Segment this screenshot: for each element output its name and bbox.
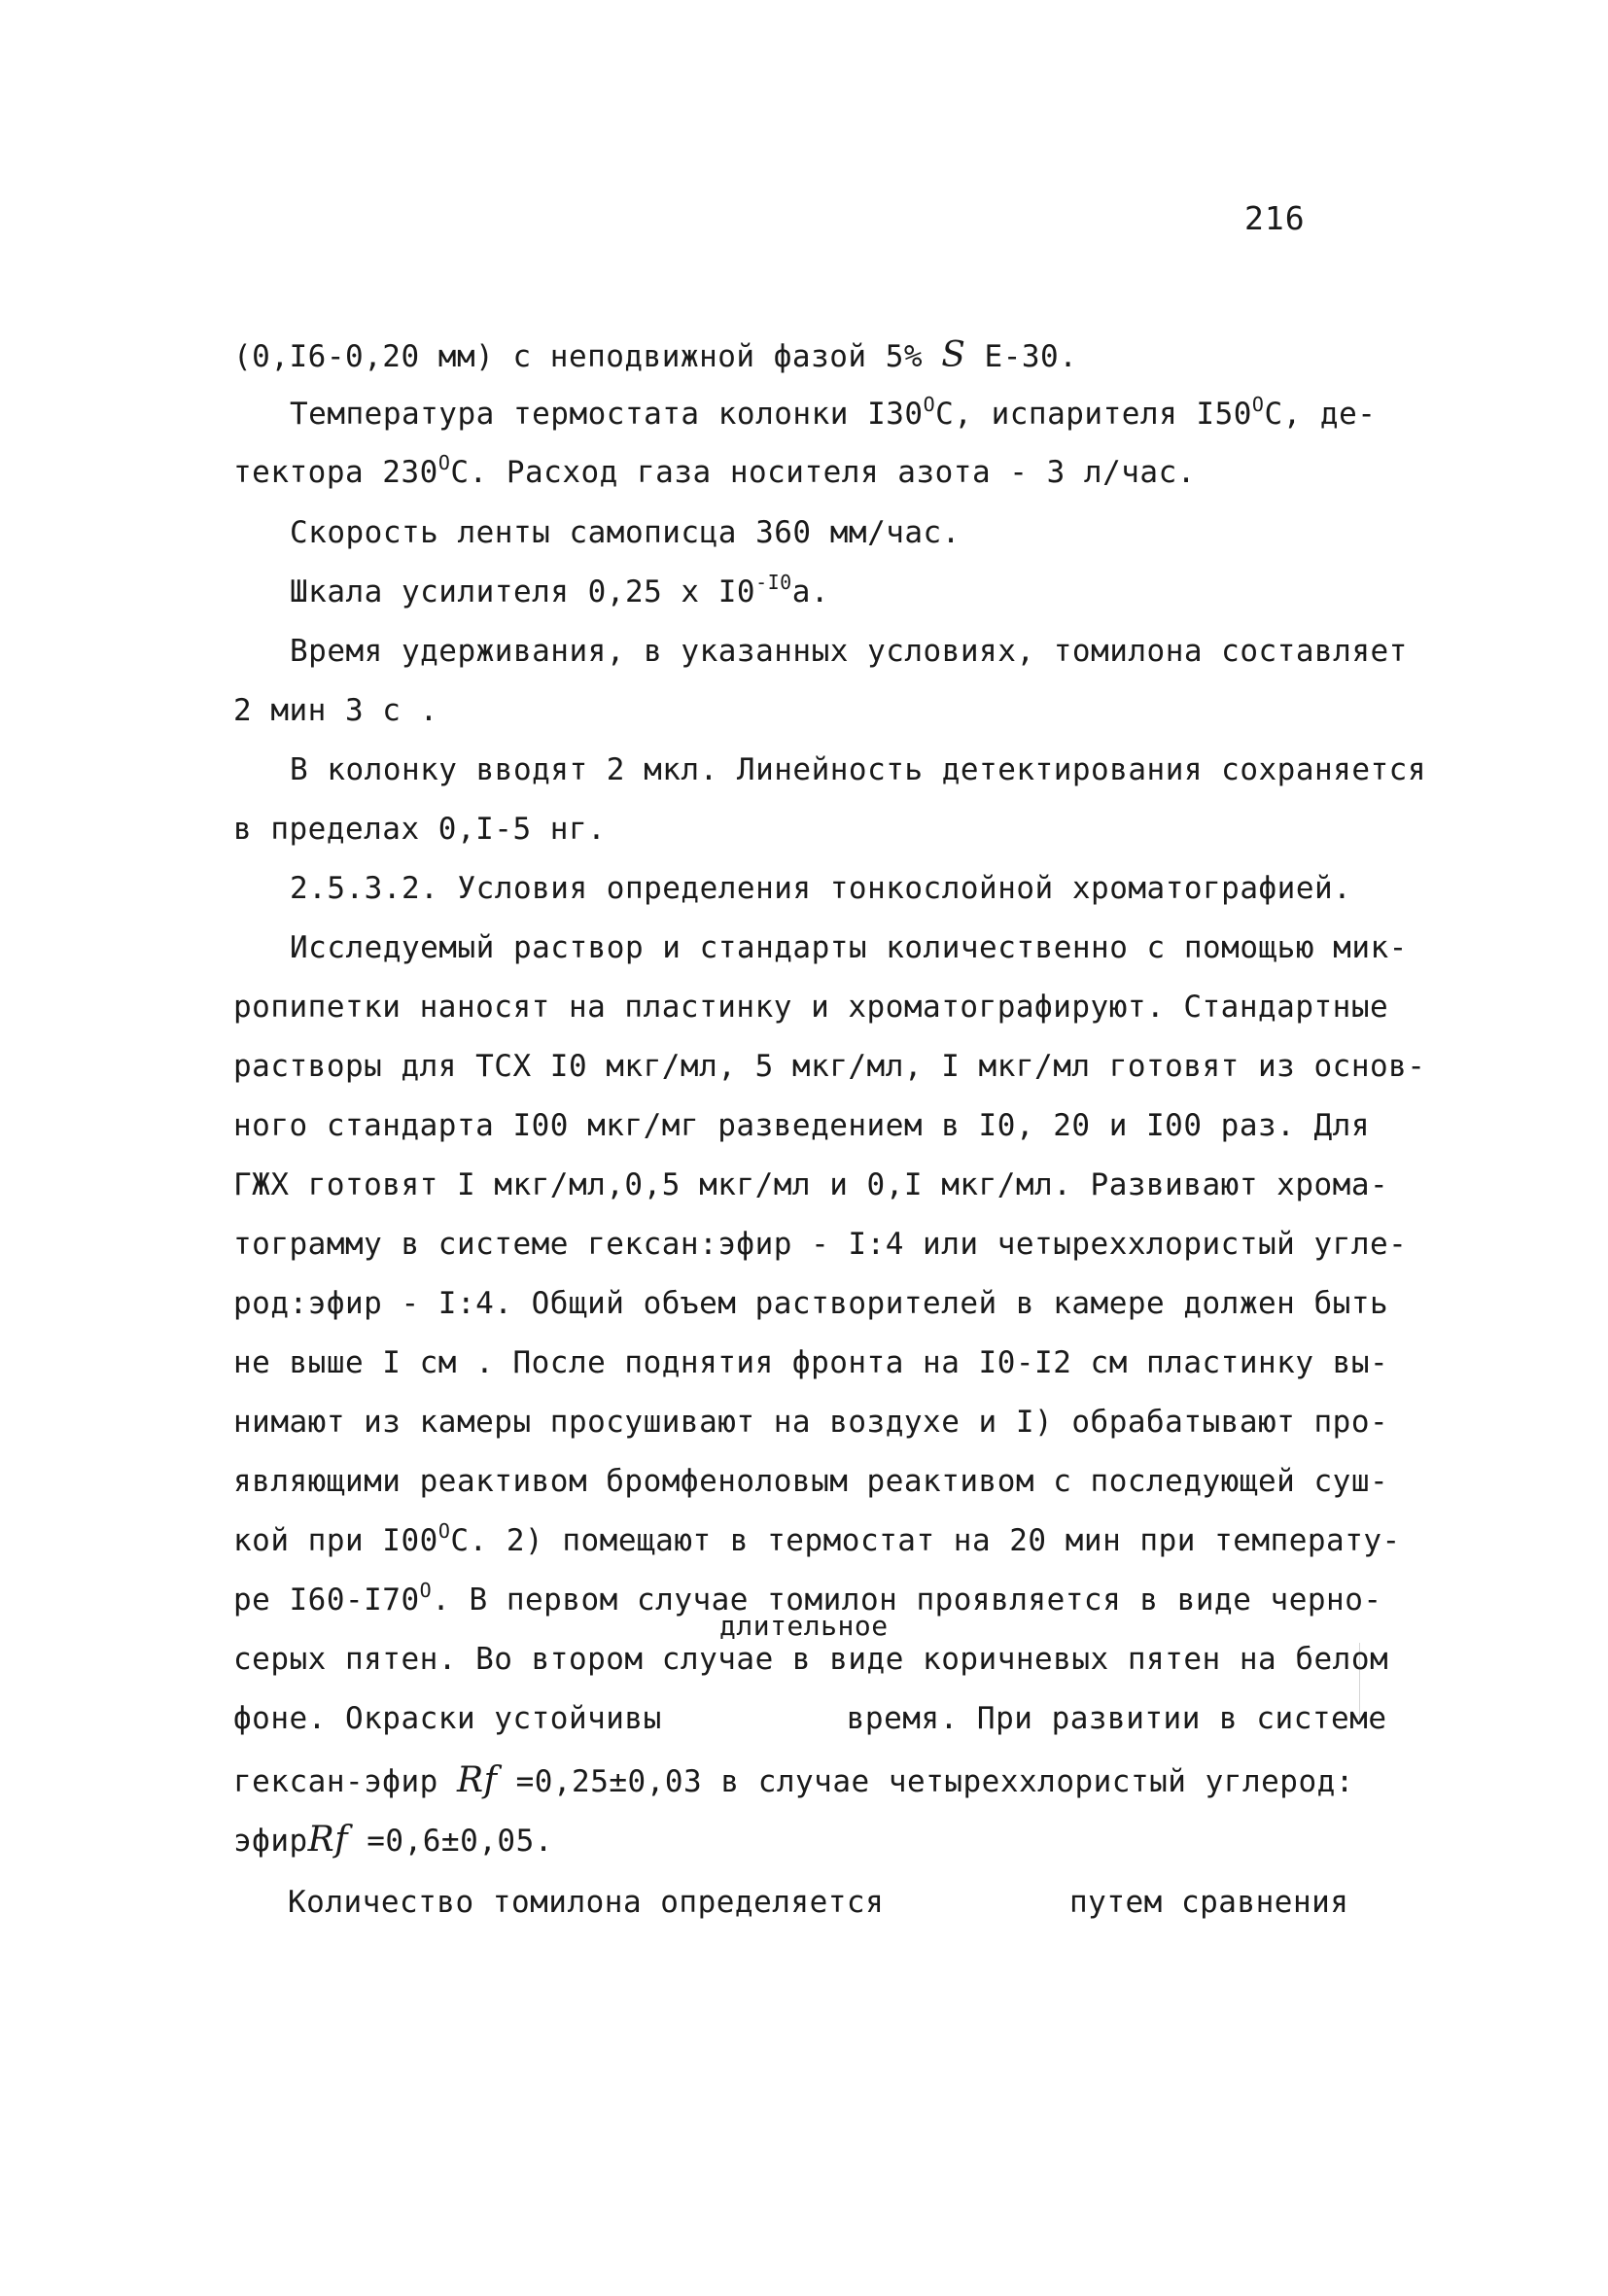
line-text: эфир (233, 1824, 308, 1859)
line-text: фоне. Окраски устойчивы (233, 1701, 662, 1736)
line-text: род:эфир - I:4. Общий объем растворителей в камере должен быть (233, 1286, 1389, 1321)
handwritten-symbol: S (941, 335, 966, 375)
line-text: Скорость ленты самописца 360 мм/час. (290, 515, 961, 550)
text-line (233, 1167, 1388, 1202)
line-text: С. Расход газа носителя азота - 3 л/час. (450, 455, 1196, 490)
line-text: ропипетки наносят на пластинку и хроматографируют. Стандартные (233, 990, 1389, 1025)
line-text: 2 мин 3 с . (233, 693, 438, 728)
line-text: кой при I00 (233, 1523, 438, 1558)
line-text: путем сравнения (1069, 1885, 1349, 1920)
line-text: Количество томилона определяется (288, 1885, 885, 1920)
section-heading (290, 871, 1351, 906)
handwritten-symbol: Rf (456, 1760, 498, 1800)
line-text: нимают из камеры просушивают на воздухе и I) обрабатывают про- (233, 1405, 1389, 1440)
text-line (290, 634, 1408, 669)
text-line (233, 1345, 1388, 1380)
line-text: Время удерживания, в указанных условиях, томилона составляет (290, 634, 1408, 669)
line-text: С, испарителя I50 (935, 397, 1252, 432)
superscript: О (437, 1519, 451, 1543)
superscript: О (923, 393, 936, 416)
text-line (290, 393, 1377, 432)
line-text: 2.5.3.2. Условия определения тонкослойной хроматографией. (290, 871, 1352, 906)
text-line (233, 990, 1388, 1025)
text-line (233, 451, 1196, 490)
text-line (233, 1820, 553, 1860)
superscript: О (419, 1579, 433, 1602)
text-line (1069, 1885, 1348, 1920)
line-text: время. При развитии в системе (846, 1701, 1387, 1736)
page-number: 216 (1244, 199, 1306, 237)
text-line (233, 335, 1077, 375)
text-line (233, 1405, 1388, 1440)
line-text: серых пятен. Во втором случае в виде коричневых пятен на белом (233, 1642, 1389, 1677)
text-line (290, 752, 1426, 787)
text-line (233, 1286, 1388, 1321)
line-text: Исследуемый раствор и стандарты количественно с помощью мик- (290, 930, 1408, 965)
inserted-word: длительное (719, 1610, 889, 1642)
text-line (233, 1464, 1388, 1499)
superscript: -I0 (755, 571, 792, 594)
text-line (233, 1519, 1401, 1558)
text-line (233, 1108, 1370, 1143)
line-text: растворы для ТСХ I0 мкг/мл, 5 мкг/мл, I мкг/мл готовят из основ- (233, 1049, 1426, 1084)
line-text: тектора 230 (233, 455, 438, 490)
text-line (233, 1701, 1387, 1736)
text-line (233, 693, 438, 728)
line-text: =0,25±0,03 в случае четыреххлористый углерод: (497, 1764, 1354, 1799)
text-line (233, 1760, 1354, 1800)
text-line (290, 930, 1408, 965)
line-text: С. 2) помещают в термостат на 20 мин при температу- (450, 1523, 1401, 1558)
line-text: являющими реактивом бромфеноловым реактивом с последующей суш- (233, 1464, 1389, 1499)
line-text: В колонку вводят 2 мкл. Линейность детектирования сохраняется (290, 752, 1426, 787)
line-text: не выше I см . После поднятия фронта на I0-I2 см пластинку вы- (233, 1345, 1389, 1380)
line-text: =0,6±0,05. (348, 1824, 553, 1859)
line-text: ре I60-I70 (233, 1583, 420, 1618)
line-text: С, де- (1264, 397, 1377, 432)
line-text: а. (791, 574, 830, 609)
text-line (233, 1642, 1388, 1677)
line-text: тограмму в системе гексан:эфир - I:4 или четыреххлористый угле- (233, 1227, 1408, 1262)
scan-mark (1359, 1643, 1360, 1721)
line-text: ГЖХ готовят I мкг/мл,0,5 мкг/мл и 0,I мкг/мл. Развивают хрома- (233, 1167, 1389, 1202)
line-text: в пределах 0,I-5 нг. (233, 812, 607, 847)
text-line (290, 571, 830, 609)
handwritten-symbol: Rf (307, 1820, 349, 1860)
line-text: . В первом случае томилон проявляется в виде черно- (432, 1583, 1382, 1618)
line-text: Е-30. (965, 339, 1078, 374)
superscript: О (437, 451, 451, 474)
line-text: гексан-эфир (233, 1764, 457, 1799)
line-text: ного стандарта I00 мкг/мг разведением в I0, 20 и I00 раз. Для (233, 1108, 1370, 1143)
text-line (290, 515, 961, 550)
text-line (233, 1227, 1407, 1262)
text-line (233, 812, 606, 847)
text-line (288, 1885, 884, 1920)
text-line (233, 1049, 1425, 1084)
line-text: (0,I6-0,20 мм) с неподвижной фазой 5% (233, 339, 942, 374)
line-text: Шкала усилителя 0,25 х I0 (290, 574, 756, 609)
superscript: О (1251, 393, 1265, 416)
line-text: Температура термостата колонки I30 (290, 397, 924, 432)
